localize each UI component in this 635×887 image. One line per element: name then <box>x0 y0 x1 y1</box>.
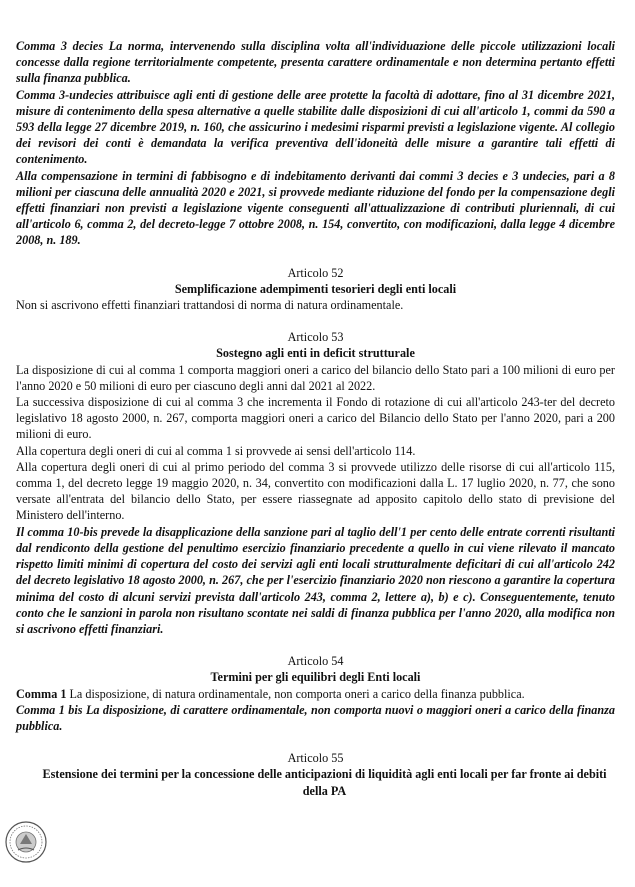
art54-comma-1-text: La disposizione, di natura ordinamentale, non comporta oneri a carico della finanza pubblica. <box>66 686 525 701</box>
art52-body: Non si ascrivono effetti finanziari trattandosi di norma di natura ordinamentale. <box>16 298 404 313</box>
art54-comma-1-label: Comma 1 <box>16 686 67 701</box>
art53-paragraph-3: Alla copertura degli oneri di cui al comma 1 si provvede ai sensi dell'articolo 114. <box>16 443 416 458</box>
art53-comma-10-bis: Il comma 10-bis prevede la disapplicazione della sanzione pari al taglio dell'1 per cento delle entrate correnti risultanti dal rendiconto della gestione del penultimo esercizio finanziario precedente a quello in cui viene rilevato il mancato rispetto limiti minimi di copertura del costo dei servizi agli enti locali strutturalmente deficitari di cui all'articolo 242 del decreto legislativo 18 agosto 2000, n. 267, che per l'esercizio finanziario 2020 non riescono a garantire la copertura minima del costo di alcuni servizi prevista dall'articolo 243, comma 2, lettere a), b) e c). Conseguentemente, tenuto conto che le sanzioni in parola non risultano scontate nei saldi di finanza pubblica per l'anno 2020, alla modifica non si ascrivono effetti finanziari. <box>16 524 615 636</box>
comma-3-undecies-paragraph: Comma 3-undecies attribuisce agli enti di gestione delle aree protette la facoltà di adottare, fino al 31 dicembre 2021, misure di contenimento della spesa alternative a quelle stabilite dalle disposizioni di cui all'articolo 1, commi da 590 a 593 della legge 27 dicembre 2019, n. 160, che assicurino i medesimi risparmi previsti a legislazione vigente. Al collegio dei revisori dei conti è demandata la verifica preventiva dell'idoneità delle misure a garantire tali effetti di contenimento. <box>16 87 615 167</box>
art53-paragraph-4: Alla copertura degli oneri di cui al primo periodo del comma 3 si provvede utilizzo delle risorse di cui all'articolo 115, comma 1, del decreto legge 19 maggio 2020, n. 34, convertito con modificazioni dalla L. 17 luglio 2020, n. 77, che sono versate all'entrata del bilancio dello Stato, per essere riassegnate ad apposito capitolo dello stato di previsione del Ministero dell'interno. <box>16 459 615 523</box>
art52-title: Articolo 52 <box>287 265 344 280</box>
art54-title: Articolo 54 <box>287 654 344 669</box>
art54-comma-1 <box>16 686 615 702</box>
art54-subtitle: Termini per gli equilibri degli Enti locali <box>210 670 421 685</box>
document-page <box>16 38 615 799</box>
art55-title: Articolo 55 <box>287 751 344 766</box>
art52-subtitle: Semplificazione adempimenti tesorieri degli enti locali <box>174 281 457 296</box>
art53-paragraph-1: La disposizione di cui al comma 1 comporta maggiori oneri a carico del bilancio dello Stato pari a 100 milioni di euro per l'anno 2020 e 50 milioni di euro per ciascuno degli anni dal 2021 al 2022. <box>16 362 615 393</box>
art53-subtitle: Sostegno agli enti in deficit strutturale <box>216 346 415 361</box>
art54-comma-1-bis: Comma 1 bis La disposizione, di carattere ordinamentale, non comporta nuovi o maggiori oneri a carico della finanza pubblica. <box>16 702 615 733</box>
official-seal-icon <box>4 820 48 864</box>
compensation-paragraph: Alla compensazione in termini di fabbisogno e di indebitamento derivanti dai commi 3 decies e 3 undecies, pari a 8 milioni per ciascuna delle annualità 2020 e 2021, si provvede mediante riduzione del fondo per la compensazione degli effetti finanziari non previsti a legislazione vigente conseguenti all'attualizzazione di contributi pluriennali, di cui all'articolo 6, comma 2, del decreto-legge 7 ottobre 2008, n. 154, convertito, con modificazioni, dalla legge 4 dicembre 2008, n. 189. <box>16 168 615 248</box>
art55-subtitle: Estensione dei termini per la concessione delle anticipazioni di liquidità agli enti locali per far fronte ai debiti della PA <box>42 767 607 798</box>
art53-title: Articolo 53 <box>287 330 344 345</box>
art53-paragraph-2: La successiva disposizione di cui al comma 3 che incrementa il Fondo di rotazione di cui all'articolo 243-ter del decreto legislativo 18 agosto 2000, n. 267, comporta maggiori oneri a carico del Bilancio dello Stato per l'anno 2020, pari a 200 milioni di euro. <box>16 395 615 442</box>
comma-3-decies-paragraph: Comma 3 decies La norma, intervenendo sulla disciplina volta all'individuazione delle piccole utilizzazioni locali concesse dalla regione territorialmente competente, presenta carattere ordinamentale e non determina pertanto effetti sulla finanza pubblica. <box>16 39 615 86</box>
